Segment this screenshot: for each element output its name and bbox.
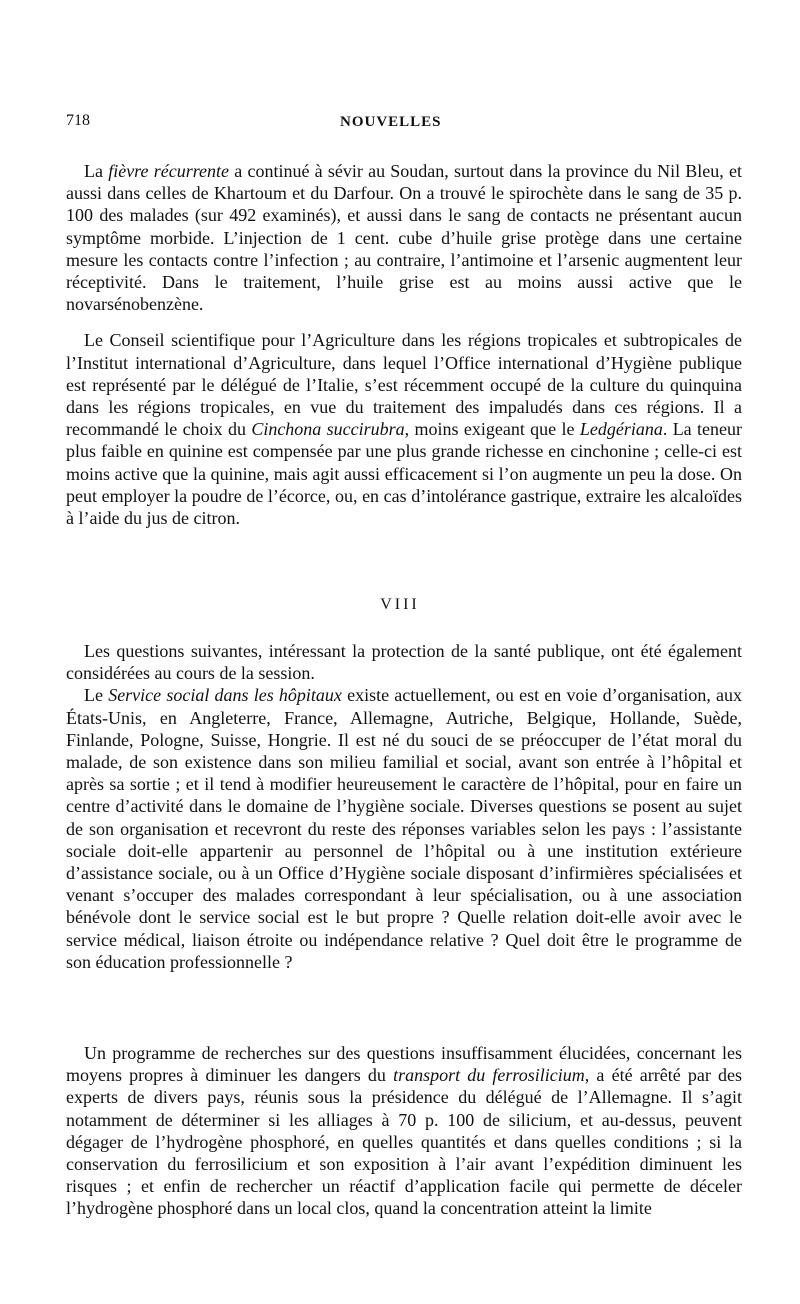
paragraph-ferrosilicium: Un programme de recherches sur des questions insuffisamment élucidées, concernant les moyens propres à diminuer les dangers du transport du ferrosilicium, a été arrêté par des experts de divers pays, réunis sous la présidence du délégué de l’Allemagne. Il s’agit notamment de déterminer si les alliages à 70 p. 100 de silicium, et au-dessus, peuvent dégager de l’hydrogène phosphoré, en quelles quantités et dans quelles conditions ; si la conservation du ferrosilicium et son exposition à l’air avant l’expédition diminuent les risques ; et enfin de rechercher un réactif d’application facile qui permette de déceler l’hydrogène phosphoré dans un local clos, quand la concentration atteint la limite	[66, 1043, 742, 1219]
italic-term: transport du ferrosilicium	[393, 1065, 585, 1086]
paragraph-conseil-scientifique: Le Conseil scientifique pour l’Agriculture dans les régions tropicales et subtropicales de l’Institut international d’Agriculture, dans lequel l’Office international d’Hygiène publique est représenté par le délégué de l’Italie, s’est récemment occupé de la culture du quinquina dans les régions tropicales, en vue du traitement des impaludés dans ces régions. Il a recommandé le choix du Cinchona succirubra, moins exigeant que le Ledgériana. La teneur plus faible en quinine est compensée par une plus grande richesse en cinchonine ; celle-ci est moins active que la quinine, mais agit aussi efficacement si l’on augmente un peu la dose. On peut employer la poudre de l’écorce, ou, en cas d’intolérance gastrique, extraire les alcaloïdes à l’aide du jus de citron.	[66, 330, 742, 529]
paragraph-questions-suivantes: Les questions suivantes, intéressant la protection de la santé publique, ont été également considérées au cours de la session.	[66, 641, 742, 684]
running-title: NOUVELLES	[340, 114, 442, 130]
text-block-upper	[66, 160, 742, 529]
paragraph-fievre-recurrente: La fièvre récurrente a continué à sévir au Soudan, surtout dans la province du Nil Bleu, et aussi dans celles de Khartoum et du Darfour. On a trouvé le spirochète dans le sang de 35 p. 100 des malades (sur 492 examinés), et aussi dans le sang de contacts ne présentant aucun symptôme morbide. L’injection de 1 cent. cube d’huile grise protège dans une certaine mesure les contacts contre l’infection ; au contraire, l’antimoine et l’arsenic augmentent leur réceptivité. Dans le traitement, l’huile grise est au moins aussi active que le novarsénobenzène.	[66, 161, 742, 315]
italic-term: Service social dans les hôpitaux	[108, 685, 342, 706]
page-number: 718	[66, 112, 90, 129]
italic-term: fièvre récurrente	[108, 161, 230, 181]
text-block-lower	[66, 1042, 742, 1220]
paragraph-service-social: Le Service social dans les hôpitaux existe actuellement, ou est en voie d’organisation, aux États-Unis, en Angleterre, France, Allemagne, Autriche, Belgique, Hollande, Suède, Finlande, Pologne, Suisse, Hongrie. Il est né du souci de se préoccuper de l’état moral du malade, de son existence dans son milieu familial et social, avant son entrée à l’hôpital et après sa sortie ; et il tend à modifier heureusement le caractère de l’hôpital, pour en faire un centre d’activité dans le domaine de l’hygiène sociale. Diverses questions se posent au sujet de son organisation et recevront du reste des réponses variables selon les pays : l’assistante sociale doit-elle appartenir au personnel de l’hôpital ou à une institution extérieure d’assistance sociale, ou à un Office d’Hygiène sociale disposant d’infirmières spécialisées et venant s’occuper des malades correspondant à leur spécialisation, ou à une association bénévole dont le service social est le but propre ? Quelle relation doit-elle avoir avec le service médical, liaison étroite ou indépendance relative ? Quel doit être le programme de son éducation professionnelle ?	[66, 685, 743, 972]
italic-term: Cinchona succirubra	[251, 419, 405, 440]
italic-term: Ledgériana	[579, 419, 663, 440]
section-heading: VIII	[380, 596, 420, 613]
text-block-section-viii	[66, 640, 742, 973]
